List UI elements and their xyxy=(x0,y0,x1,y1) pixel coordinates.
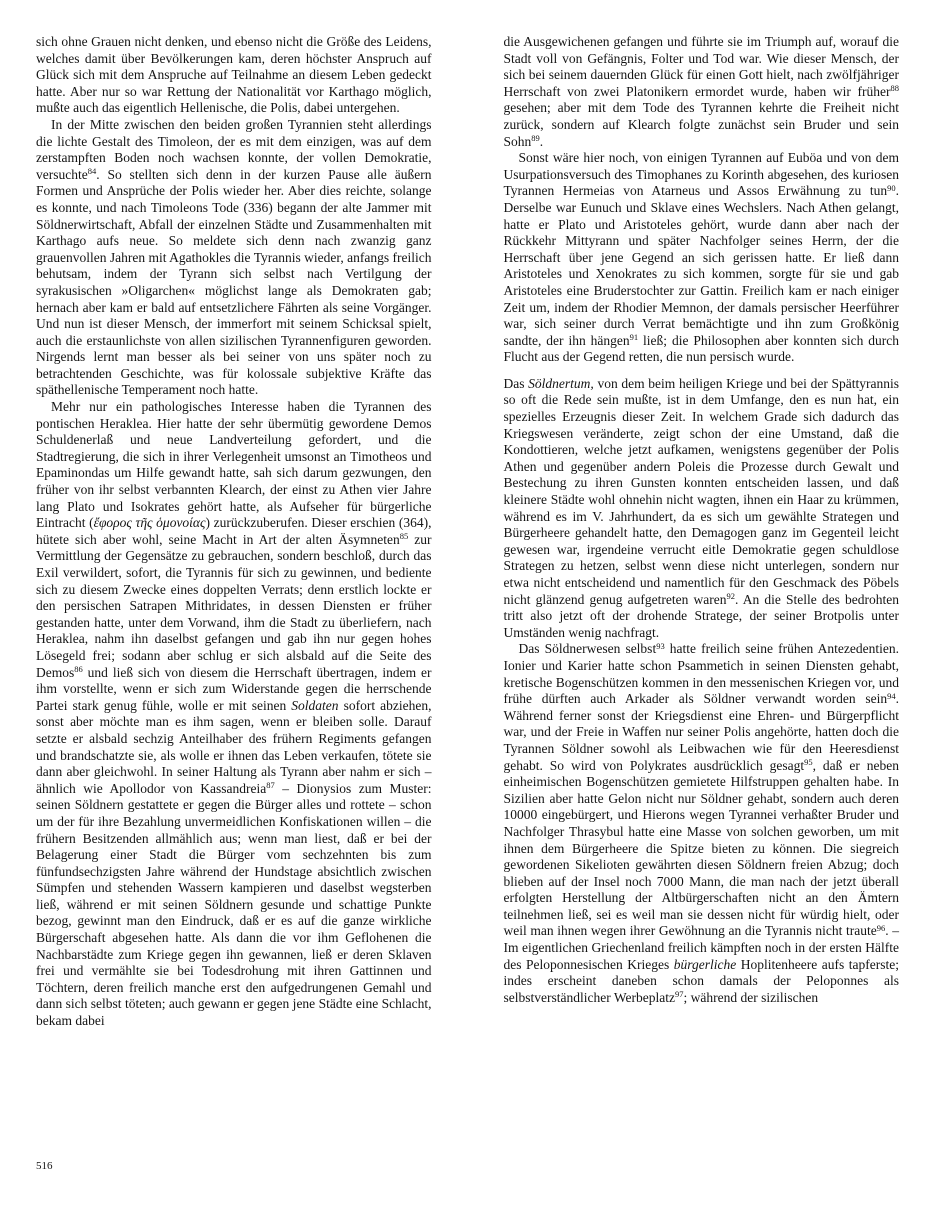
text-run: sich ohne Grauen nicht denken, und ebenso nicht die Größe des Leidens, welches damit über Bevölkerungen kam, deren höchster Anspruch auf Glück sich mit dem Anspruche auf Teilnahme an diesem Leben gedeckt hatte. Aber nur so war Rettung der Nationalität vor Karthago möglich, mußte auch das eigentlich Hellenische, die Polis, dabei untergehen. xyxy=(36,34,432,116)
text-run: . So stellten sich denn in der kurzen Pause alle äußern Formen und Ansprüche der Polis wieder her. Aber dies reichte, solange es konnte, und nach Timoleons Tode (336) begann der alte Jammer mit Söldnerwirtschaft, Abfall der einzelnen Städte und Zusammenhalten mit Karthago aufs neue. So meldete sich denn nach zwanzig ganz grauenvollen Jahren mit Agathokles die Tyrannis wieder, anfangs freilich behutsam, indem der Tyrann sich selbst nach Vertilgung der syrakusischen »Oligarchen« möglichst lange als Demokraten gab; hernach aber kam er bald auf entsetzlichere Fährten als seine Vorgänger. Und nun ist dieser Mensch, der immerfort mit seinem Schicksal spielt, auch die erstaunlichste von allen sizilischen Tyrannenfiguren geworden. Nirgends lernt man besser als bei seiner von uns später noch zu betrachtenden Geschichte, was für kolossale subjektive Kräfte das späthellenische Temperament noch hatte. xyxy=(36,166,432,398)
footnote-ref: 96 xyxy=(876,922,886,933)
greek-phrase: ἔφορος τῆς ὁμονοίας xyxy=(93,515,206,531)
text-run: Soldaten xyxy=(291,697,339,713)
paragraph xyxy=(504,34,900,150)
footnote-ref: 86 xyxy=(74,664,83,675)
paragraph xyxy=(504,641,900,1006)
footnote-ref: 95 xyxy=(804,757,813,768)
footnote-ref: 97 xyxy=(674,989,684,1000)
footnote-ref: 93 xyxy=(656,640,665,651)
text-run: ) zurückzuberufen. Dieser erschien (364), hütete sich aber wohl, seine Macht in Art der alten Äsymneten xyxy=(36,515,432,547)
text-run: gesehen; aber mit dem Tode des Tyrannen kehrte die Freiheit nicht zurück, sondern auf Klearch folgte zunächst sein Bruder und sein Sohn xyxy=(503,100,899,149)
footnote-ref: 90 xyxy=(887,182,896,193)
text-run: Hoplitenheere aufs tapferste; indes erscheint daneben schon damals der Peloponnes als selbstverständlicher Werbeplatz xyxy=(503,956,899,1005)
footnote-ref: 89 xyxy=(531,133,540,144)
text-run: . – Im eigentlichen Griechenland freilich kämpften noch in der ersten Hälfte des Peloponnesischen Krieges xyxy=(503,923,900,972)
footnote-ref: 88 xyxy=(890,83,899,94)
text-columns xyxy=(36,34,899,1030)
text-run: sofort abziehen, sonst aber möchte man es ihm sagen, wenn er bleiben solle. Darauf setzte er alsbald sechzig Anteilhaber des frühern Regiments gefangen und brandschatzte sie, als wolle er ihnen das Leben verkaufen, tötete sie dann aber gleichwohl. In seiner Haltung als Tyrann aber nahm er sich – ähnlich wie Apollodor von Kassandreia xyxy=(36,697,432,796)
paragraph xyxy=(36,117,432,399)
text-column-left xyxy=(36,34,432,1030)
footnote-ref: 85 xyxy=(399,531,409,542)
text-run: zur Vermittlung der Gegensätze zu gebrauchen, sondern beschloß, durch das Exil verwildert, sofort, die Tyrannis für sich zu gewinnen, und bediente sich zu diesem Zwecke eines doppelten Verrats; denn erstlich lockte er den persischen Satrapen Mithridates, in dessen Diensten er früher gestanden hatte, unter dem Vorwand, ihm die Stadt zu überliefern, nach Heraklea, nahm ihn daselbst gefangen und gab ihn nur gegen hohes Lösegeld frei; sodann aber schlug er sich alsbald auf die Seite des Demos xyxy=(36,531,432,680)
text-run: . Derselbe war Eunuch und Sklave eines Wechslers. Nach Athen gelangt, hatte er Plato und Aristoteles gehört, wurde dann aber nach der Rückkehr Mittyrann und später Nachfolger seines Herrn, der die Herrschaft über jene Gegend an sich gerissen hatte. Er ließ dann Aristoteles und Xenokrates zu sich kommen, sorgte für sie und gab Aristoteles eine Bruderstochter zur Gattin. Freilich kam er nach einiger Zeit um, indem der Rhodier Memnon, der damals persischer Heerführer war, sich seiner durch Verrat bemächtigte und ihn zum Großkönig sandte, der ihn hängen xyxy=(503,183,899,348)
text-run: In der Mitte zwischen den beiden großen Tyrannien steht allerdings die lichte Gestalt des Timoleon, der es mit dem einzigen, was auf dem zerstampften Boden noch wachsen konnte, der vollen Demokratie, versuchte xyxy=(36,116,432,182)
footnote-ref: 94 xyxy=(887,690,896,701)
text-run: . xyxy=(539,133,544,149)
footnote-ref: 91 xyxy=(629,332,639,343)
text-run: ; während der sizilischen xyxy=(683,989,819,1005)
text-run: Mehr nur ein pathologisches Interesse haben die Tyrannen des pontischen Heraklea. Hier hatte der sehr übermütig gewordene Demos Schuldenerlaß und neue Landverteilung gefordert, und die Stadtregierung, die sich in ihrer Verlegenheit umsonst an Timotheos und Epaminondas um Hilfe gewandt hatte, sah sich darum gezwungen, den früher von ihr selbst verbannten Klearch, der einst zu Athen vier Jahre lang Plato und Isokrates gehört hatte, als Aufseher für bürgerliche Eintracht ( xyxy=(36,399,432,531)
paragraph xyxy=(36,34,432,117)
footnote-ref: 92 xyxy=(726,591,735,602)
text-run: . An die Stelle des bedrohten tritt also jetzt oft der drohende Stratege, der seiner Brotpolis unter Umständen wenig nachfragt. xyxy=(503,591,900,640)
text-run: die Ausgewichenen gefangen und führte sie im Triumph auf, worauf die Stadt voll von Gefängnis, Folter und Tod war. Wie dieser Mensch, der sich bei seinem dauernden Glück für einen Gott hielt, nach zwölfjähriger Herrschaft von zwei Platonikern ermordet wurde, haben wir früher xyxy=(503,34,899,99)
text-run: . Während ferner sonst der Kriegsdienst eine Ehren- und Bürgerpflicht war, und der Freie in Waffen nur seiner Polis angehörte, hatten doch die Tyrannen Söldner sowohl als Leibwachen wie für den Heeresdienst gehabt. So wird von Polykrates ausdrücklich gesagt xyxy=(503,691,899,773)
text-run: hatte freilich seine frühen Antezedentien. Ionier und Karier hatte schon Psammetich in seinen Diensten gehabt, kretische Bogenschützen kommen in den messenischen Kriegen vor, und frühe dürften auch Arkader als Söldner verwandt worden sein xyxy=(503,641,900,707)
text-run: Sonst wäre hier noch, von einigen Tyrannen auf Euböa und von dem Usurpationsversuch des Timophanes zu Korinth abgesehen, des kuriosen Tyrannen Hermeias von Atarneus und Assos Erwähnung zu tun xyxy=(503,150,899,199)
paragraph xyxy=(504,150,900,366)
text-run: Das xyxy=(503,375,529,391)
text-run: , daß er neben einheimischen Bogenschützen gemietete Hilfstruppen gehalten habe. In Sizilien aber hatte Gelon nicht nur Söldner gehabt, sondern auch deren 10000 eingebürgert, und Hierons wegen Tyrannei verhaßter Bruder und Nachfolger Thrasybul hatte eine Masse von solchen geworben, um mit ihnen dem Bürgerheere die Spitze bieten zu können. Die siegreich gewordenen Sikelioten gewährten diesen Söldnern freien Abzug; doch blieben auf der Insel noch 7000 Mann, die man nach der jetzt überall erfolgten Herstellung der Altbürgerschaften nicht an den Ämtern teilnehmen ließ, sei es weil man sie dessen nicht für würdig hielt, oder weil man ihnen wegen ihrer Gewöhnung an die Tyrannis nicht traute xyxy=(503,757,899,939)
text-run: Söldnertum, xyxy=(528,375,594,391)
paragraph xyxy=(504,376,900,642)
text-run: – Dionysios zum Muster: seinen Söldnern gestattete er gegen die Bürger alles und rottete – schon um der für ihre Bezahlung unvermeidlichen Konfiskationen willen – die frühern Besitzenden allmählich aus; wenn man liest, daß er bei der Belagerung einer Stadt die Bürger vom sechzehnten bis zum fünfundsechzigsten Jahre während der Hundstage absichtlich zwischen Sümpfen und stehenden Wassern kampieren und daselbst wegsterben ließ, während er mit seinen Söldnern gesunde und schattige Punkte bezog, gewinnt man den Eindruck, daß er es auf die ganze wirkliche Bürgerschaft abgesehen hatte. Als dann die vor ihm Geflohenen die Nachbarstädte zum Kriege gegen ihn gewannen, ließ er deren Sklaven frei und vermählte sie bei Todesdrohung mit ihren Gattinnen und Töchtern, deren freilich manche erst den aufgedrungenen Gemahl und dann sich selbst töteten; auch gewann er gegen jene Städte eine Schlacht, bekam dabei xyxy=(36,780,432,1029)
text-run: Das Söldnerwesen selbst xyxy=(518,641,657,657)
page-number: 516 xyxy=(36,1160,53,1172)
footnote-ref: 84 xyxy=(87,166,97,177)
text-run: und ließ sich von diesem die Herrschaft übertragen, indem er ihm vorstellte, wenn er sich zum Widerstande gegen die herrschende Partei stark genug fühle, wolle er mit seinen xyxy=(36,664,432,713)
text-run: ließ; die Philosophen aber konnten sich durch Flucht aus der Gegend retten, die nun persisch wurde. xyxy=(503,332,899,365)
text-run: bürgerliche xyxy=(673,956,737,972)
paragraph xyxy=(36,399,432,1030)
footnote-ref: 87 xyxy=(266,780,275,791)
text-run: von dem beim heiligen Kriege und bei der Spättyrannis so oft die Rede sein mußte, ist in dem Umfange, den es nun hat, ein spezielles Erzeugnis dieser Zeit. In welchem Grade sich dadurch das Kriegswesen veränderte, zeigt schon der eine Umstand, daß die Kondottieren, welche jetzt aufkamen, wenigstens gegenüber der Polis Athen und gegenüber andern Poleis die Prozesse durch Gewalt und Bestechung zu ihren Gunsten konnten entscheiden lassen, und daß kleinere Städte wohl ohnehin nicht wagten, ihnen ein Haar zu krümmen, während es im V. Jahrhundert, da es sich um gewählte Strategen und Bürgerheere gehandelt hatte, den Demagogen ganz im Gegenteil leicht gewesen war, irgendeine verrucht eitle Demokratie gegen schuldlose Strategen zu hetzen, selbst wenn diese nicht unterlegen, sondern nur etwa nicht entscheidend und namentlich für den Geschmack des Pöbels nicht glänzend genug aufgetreten waren xyxy=(503,375,899,607)
text-column-right xyxy=(504,34,900,1030)
